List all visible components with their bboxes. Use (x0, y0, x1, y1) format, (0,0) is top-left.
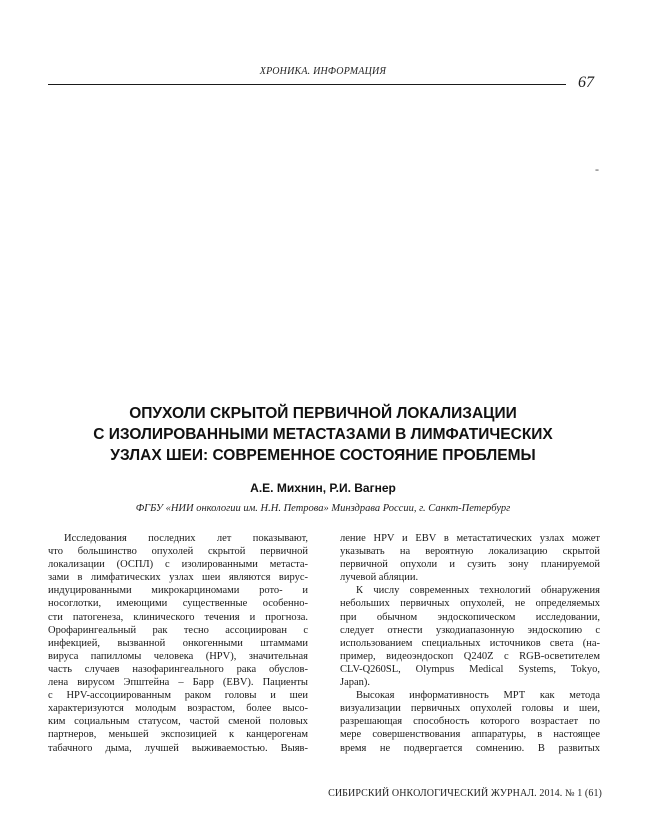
right-text-column (340, 532, 600, 755)
stray-mark: - (595, 162, 599, 176)
text-line: время не подвергается сомнению. В развитых (340, 742, 600, 754)
text-line: мере совершенствования аппаратуры, в настоящее (340, 729, 600, 741)
text-line: первичной опухоли и сузить зону планируемой (340, 559, 600, 571)
text-line: табачного дыма, лучшей выживаемостью. Выяв- (48, 742, 308, 754)
text-line: К числу современных технологий обнаружения (356, 585, 600, 597)
text-line: CLV-Q260SL, Olympus Medical Systems, Tokyo, (340, 663, 600, 675)
author-affiliation: ФГБУ «НИИ онкологии им. Н.Н. Петрова» Минздрава России, г. Санкт-Петербург (135, 503, 511, 514)
text-line: Орофарингеальный рак тесно ассоциирован с (48, 624, 308, 636)
paragraph (340, 584, 600, 689)
text-line: визуализации первичных опухолей головы и шеи, (340, 703, 600, 715)
paragraph (340, 689, 600, 754)
header-divider (48, 84, 566, 85)
text-line: Высокая информативность МРТ как метода (356, 690, 600, 702)
title-line: С ИЗОЛИРОВАННЫМИ МЕТАСТАЗАМИ В ЛИМФАТИЧЕСКИХ (93, 426, 553, 443)
text-line: локализации (ОСПЛ) с изолированными метаста- (48, 559, 308, 571)
text-line: индуцированными микрокарциномами рото- и (48, 585, 308, 597)
text-line: указывать на вероятную локализацию скрытой (340, 546, 600, 558)
text-line: следует отнести узкодиапазонную эндоскопию с (340, 624, 600, 636)
journal-footer: СИБИРСКИЙ ОНКОЛОГИЧЕСКИЙ ЖУРНАЛ. 2014. № 1 (61) (328, 788, 602, 799)
page-number: 67 (578, 74, 594, 91)
text-line: носоглотки, имеющими существенные особенно- (48, 598, 308, 610)
text-line: с HPV-ассоциированным раком головы и шеи (48, 690, 308, 702)
left-text-column (48, 532, 308, 755)
article-title (40, 403, 606, 466)
text-line: лена вирусом Эпштейна – Барр (EBV). Пациенты (48, 677, 308, 689)
text-line: пример, видеоэндоскоп Q240Z с RGB-осветителем (340, 650, 600, 662)
running-header: ХРОНИКА. ИНФОРМАЦИЯ (259, 66, 387, 77)
text-line: сти патогенеза, клинического течения и прогноза. (48, 611, 308, 623)
title-line: ОПУХОЛИ СКРЫТОЙ ПЕРВИЧНОЙ ЛОКАЛИЗАЦИИ (129, 405, 517, 422)
text-line: вируса папилломы человека (HPV), значительная (48, 650, 308, 662)
paragraph (340, 532, 600, 584)
text-line: Исследования последних лет показывают, (64, 533, 308, 544)
text-line: ким социальным статусом, частой сменой половых (48, 716, 308, 728)
text-line: партнеров, меньшей экспозицией к канцерогенам (48, 729, 308, 741)
title-line: УЗЛАХ ШЕИ: СОВРЕМЕННОЕ СОСТОЯНИЕ ПРОБЛЕМЫ (110, 447, 536, 464)
text-line: что большинство опухолей скрытой первичной (48, 546, 308, 558)
text-line: использованием специальных источников света (на- (340, 637, 600, 649)
article-authors: А.Е. Михнин, Р.И. Вагнер (250, 481, 396, 495)
text-line: небольших первичных опухолей, не определяемых (340, 598, 600, 610)
text-line: лучевой абляции. (340, 572, 419, 584)
text-line: Japan). (340, 677, 371, 689)
text-line: инфекцией, вызванной онкогенными штаммами (48, 637, 308, 649)
text-line: характеризуются молодым возрастом, более высо- (48, 703, 308, 715)
text-line: часть случаев назофарингеального рака обуслов- (48, 663, 308, 675)
text-line: зами в лимфатических узлах шеи являются вирус- (48, 572, 308, 584)
text-line: при обычном эндоскопическом исследовании, (340, 611, 600, 623)
text-line: ление HPV и EBV в метастатических узлах может (340, 533, 600, 544)
text-line: разрешающая способность которого возрастает по (340, 716, 600, 728)
paragraph (48, 532, 308, 755)
